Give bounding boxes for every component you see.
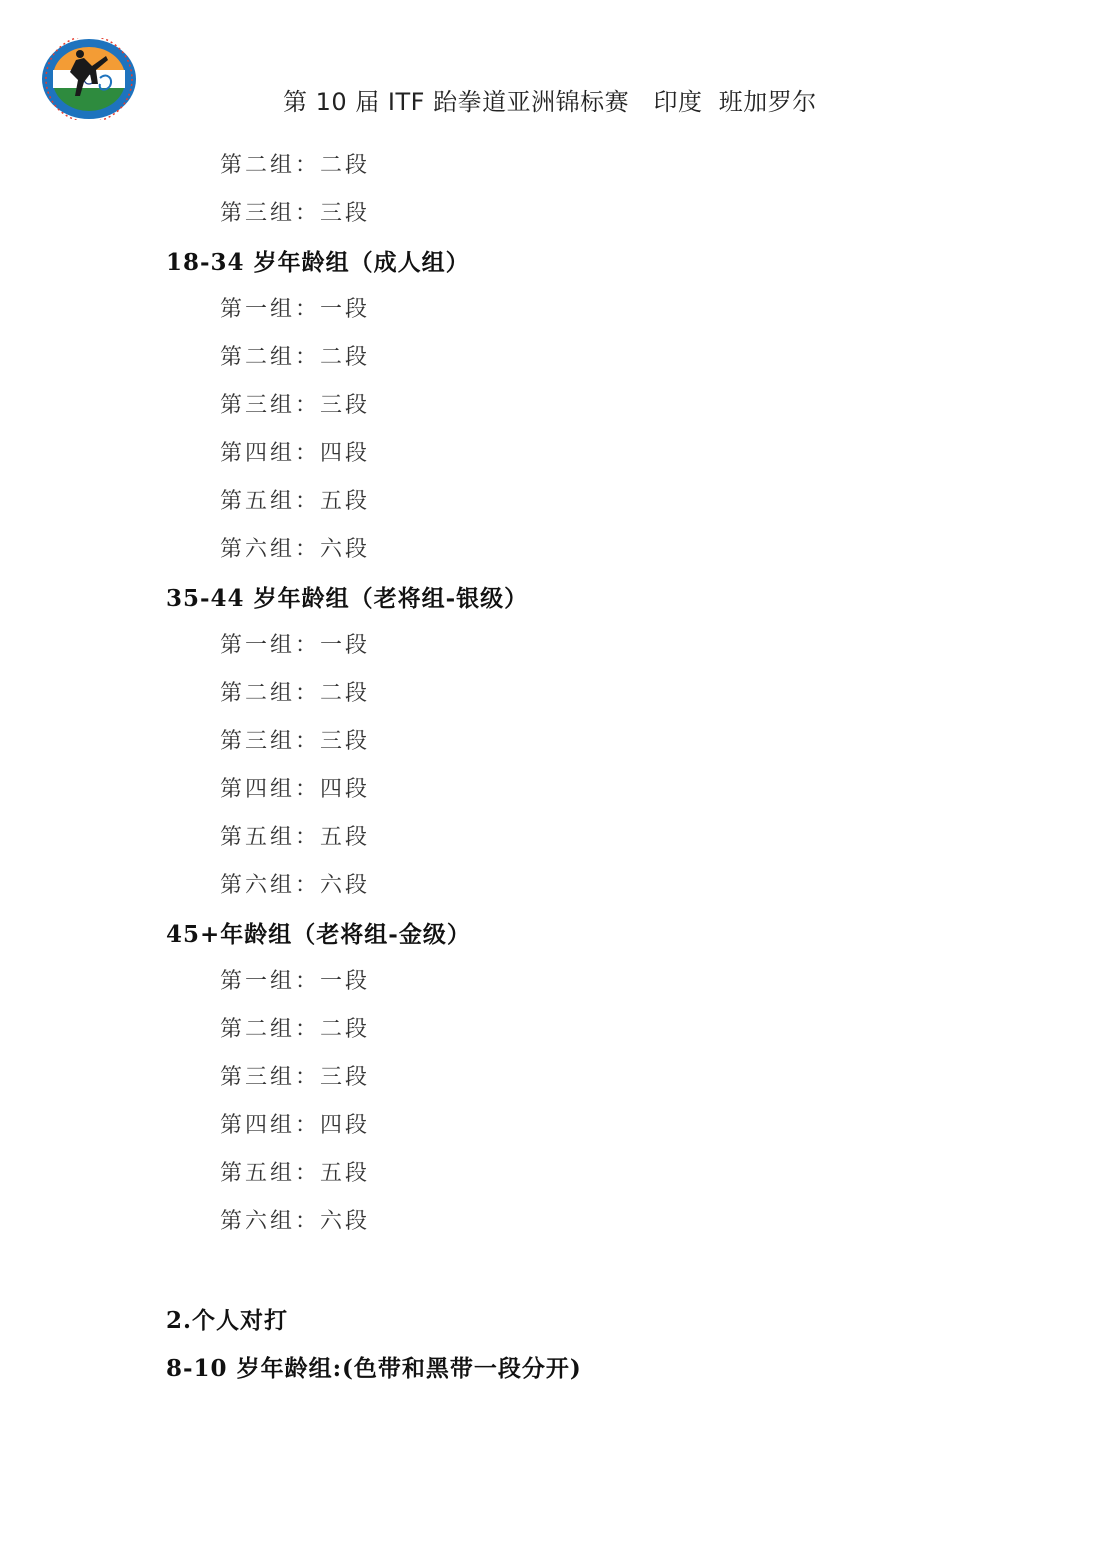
list-item: 第二组：二段 (220, 345, 371, 370)
list-item: 第二组：二段 (220, 153, 371, 178)
list-item: 第二组：二段 (220, 681, 371, 706)
list-item: 第三组：三段 (220, 729, 371, 754)
list-item: 第三组：三段 (220, 201, 371, 226)
list-item: 第四组：四段 (220, 441, 371, 466)
list-item: 第五组：五段 (220, 1161, 371, 1186)
list-item: 第一组：一段 (220, 969, 371, 994)
section-heading: 45+年龄组（老将组-金级） (166, 921, 471, 948)
list-item: 第六组：六段 (220, 1209, 371, 1234)
list-item: 第三组：三段 (220, 1065, 371, 1090)
list-item: 第五组：五段 (220, 825, 371, 850)
section-heading: 18-34 岁年龄组（成人组） (166, 249, 470, 276)
list-item: 第二组：二段 (220, 1017, 371, 1042)
list-item: 第四组：四段 (220, 1113, 371, 1138)
list-item: 第六组：六段 (220, 873, 371, 898)
list-item: 第四组：四段 (220, 777, 371, 802)
list-item: 第六组：六段 (220, 537, 371, 562)
championship-emblem-icon (40, 38, 138, 120)
page-header-title: 第 10 届 ITF 跆拳道亚洲锦标赛 印度 班加罗尔 (283, 88, 817, 116)
section-heading: 8-10 岁年龄组:(色带和黑带一段分开) (166, 1355, 582, 1382)
section-heading: 2.个人对打 (166, 1307, 289, 1334)
list-item: 第三组：三段 (220, 393, 371, 418)
list-item: 第五组：五段 (220, 489, 371, 514)
list-item: 第一组：一段 (220, 633, 371, 658)
section-heading: 35-44 岁年龄组（老将组-银级） (166, 585, 529, 612)
list-item: 第一组：一段 (220, 297, 371, 322)
